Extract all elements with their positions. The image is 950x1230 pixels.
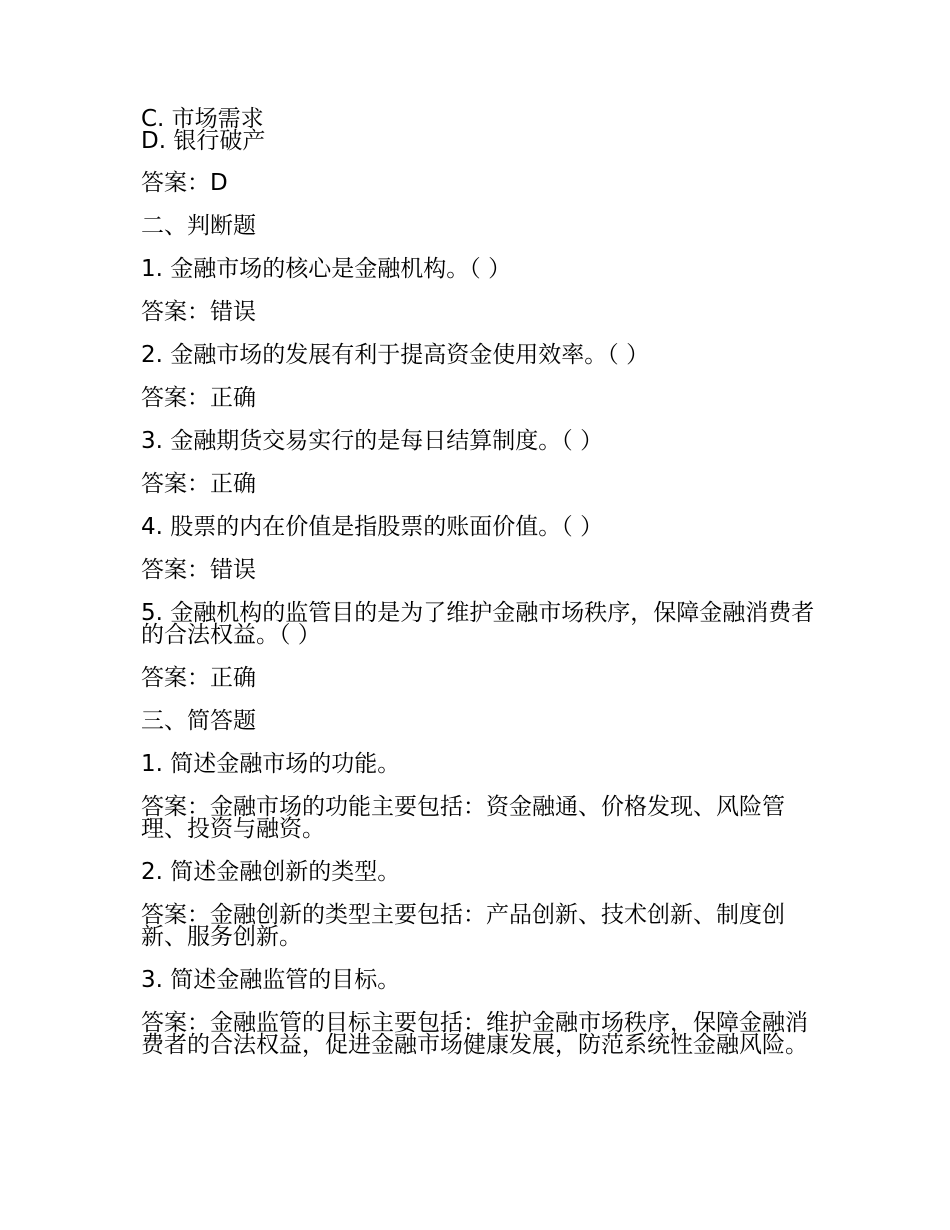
section-heading-tf: 二、判断题 [141, 213, 256, 239]
sa-question-1: 1. 简述金融市场的功能。 [141, 751, 401, 777]
tf-question-4: 4. 股票的内在价值是指股票的账面价值。（ ） [141, 514, 604, 540]
option-c: C. 市场需求 [141, 106, 264, 132]
sa-answer-3: 答案：金融监管的目标主要包括：维护金融市场秩序，保障金融消费者的合法权益，促进金融市场健康发展，防范系统性金融风险。 [141, 1010, 808, 1058]
sa-question-2: 2. 简述金融创新的类型。 [141, 859, 401, 885]
tf-question-2: 2. 金融市场的发展有利于提高资金使用效率。（ ） [141, 342, 650, 368]
tf-question-5: 5. 金融机构的监管目的是为了维护金融市场秩序，保障金融消费者的合法权益。（ ） [141, 600, 815, 648]
tf-answer-4: 答案：错误 [141, 557, 256, 583]
tf-answer-1: 答案：错误 [141, 299, 256, 325]
sa-answer-1: 答案：金融市场的功能主要包括：资金融通、价格发现、风险管理、投资与融资。 [141, 794, 785, 842]
section-heading-sa: 三、简答题 [141, 708, 256, 734]
answer-mc: 答案：D [141, 170, 228, 196]
options-tail [141, 108, 821, 152]
tf-answer-5: 答案：正确 [141, 665, 256, 691]
option-d: D. 银行破产 [141, 128, 266, 154]
sa-answer-2: 答案：金融创新的类型主要包括：产品创新、技术创新、制度创新、服务创新。 [141, 902, 785, 950]
document-content [141, 108, 821, 1077]
sa-question-3: 3. 简述金融监管的目标。 [141, 967, 401, 993]
tf-question-3: 3. 金融期货交易实行的是每日结算制度。（ ） [141, 428, 604, 454]
tf-question-1: 1. 金融市场的核心是金融机构。（ ） [141, 256, 512, 282]
tf-answer-2: 答案：正确 [141, 385, 256, 411]
tf-answer-3: 答案：正确 [141, 471, 256, 497]
